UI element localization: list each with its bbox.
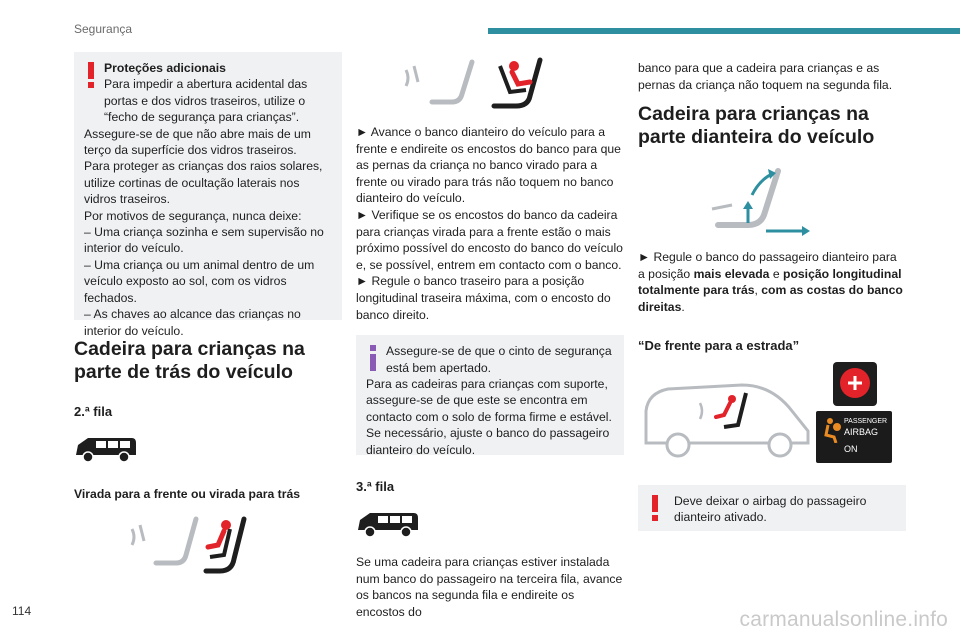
column-3 bbox=[638, 52, 906, 531]
van-interior-child-seat-illustration bbox=[642, 381, 812, 461]
info-note-seatbelt bbox=[356, 335, 624, 455]
row-3-label: 3.ª fila bbox=[356, 479, 395, 495]
instruction-step: ► Verifique se os encostos do banco da cadeira para crianças virada para a frente estão o mais próximo possível do encosto do banco do veículo e, se possível, entrem em contacto com o banco. bbox=[356, 207, 623, 272]
warning-title: Proteções adicionais bbox=[104, 61, 226, 75]
forward-facing-figure bbox=[638, 367, 906, 471]
info-first-line: Assegure-se de que o cinto de segurança está bem apertado. bbox=[386, 344, 612, 375]
van-silhouette-icon bbox=[74, 435, 138, 465]
warning-line: – Uma criança ou um animal dentro de um veículo exposto ao sol, com os vidros fechados. bbox=[84, 257, 315, 305]
rear-seat-child-seat-illustration bbox=[126, 515, 276, 579]
row-2-label: 2.ª fila bbox=[74, 404, 113, 419]
front-seat-adjust-illustration bbox=[708, 165, 818, 239]
warning-line: – Uma criança sozinha e sem supervisão no interior do veículo. bbox=[84, 225, 324, 256]
row-3-text: Se uma cadeira para crianças estiver instalada num banco do passageiro na terceira fila, avance os bancos na segunda fila e endireite os encostos do bbox=[356, 555, 623, 619]
header-section-label: Segurança bbox=[74, 22, 133, 36]
continued-text: banco para que a cadeira para crianças e as pernas da criança não toquem na segunda fila. bbox=[638, 61, 893, 92]
header-accent-bar bbox=[488, 28, 960, 34]
van-silhouette-icon bbox=[356, 510, 420, 540]
orientation-label: Virada para a frente ou virada para trás bbox=[74, 487, 301, 501]
warning-note-airbag bbox=[638, 485, 906, 531]
heading-rear-child-seat: Cadeira para crianças na parte de trás do veículo bbox=[74, 338, 305, 383]
warning-line: Por motivos de segurança, nunca deixe: bbox=[84, 208, 302, 223]
front-seat-child-seat-illustration bbox=[400, 56, 550, 112]
page-number: 114 bbox=[12, 604, 32, 618]
warning-exclamation-icon bbox=[646, 495, 664, 521]
warning-note-protections bbox=[74, 52, 342, 338]
airbag-state: ON bbox=[844, 443, 858, 454]
watermark: carmanualsonline.info bbox=[739, 608, 948, 631]
airbag-seat-icon bbox=[820, 417, 842, 443]
info-icon bbox=[364, 345, 382, 371]
passenger-airbag-on-indicator bbox=[816, 411, 892, 463]
warning-line: Assegure-se de que não abre mais de um terço da superfície dos vidros traseiros. bbox=[84, 126, 311, 158]
heading-front-child-seat: Cadeira para crianças na parte dianteira do veículo bbox=[638, 103, 875, 149]
warning-exclamation-icon bbox=[82, 62, 100, 88]
column-1 bbox=[74, 52, 342, 579]
airbag-label-line1: PASSENGER bbox=[844, 417, 888, 425]
front-seat-step: ► Regule o banco do passageiro dianteiro para a posição mais elevada e posição longitudinal totalmente para trás, com as costas do banco direitas. bbox=[638, 250, 903, 314]
airbag-deactivation-key-icon bbox=[832, 361, 878, 407]
warning-line: Para impedir a abertura acidental das portas e dos vidros traseiros, utilize o “fecho de segurança para crianças”. bbox=[104, 77, 308, 125]
instruction-step: ► Avance o banco dianteiro do veículo para a frente e endireite os encostos do banco para que as pernas da criança no banco virado para a frente ou virado para trás não toquem no banco dianteiro do veículo. bbox=[356, 125, 621, 206]
column-2 bbox=[356, 52, 624, 621]
subheading-forward-facing: “De frente para a estrada” bbox=[638, 337, 800, 353]
info-rest: Para as cadeiras para crianças com suporte, assegure-se de que este se encontra em contacto com o solo de forma firme e estável. Se necessário, ajuste o banco do passageiro dianteiro do veículo. bbox=[366, 376, 612, 457]
warning-line: – As chaves ao alcance das crianças no interior do veículo. bbox=[84, 307, 301, 338]
airbag-warning-text: Deve deixar o airbag do passageiro dianteiro ativado. bbox=[674, 493, 867, 524]
instruction-step: ► Regule o banco traseiro para a posição longitudinal traseira máxima, com o encosto do banco direito. bbox=[356, 274, 611, 322]
warning-line: Para proteger as crianças dos raios solares, utilize cortinas de ocultação laterais nos vidros traseiros. bbox=[84, 159, 323, 207]
airbag-label-line2: AIRBAG bbox=[844, 426, 879, 437]
